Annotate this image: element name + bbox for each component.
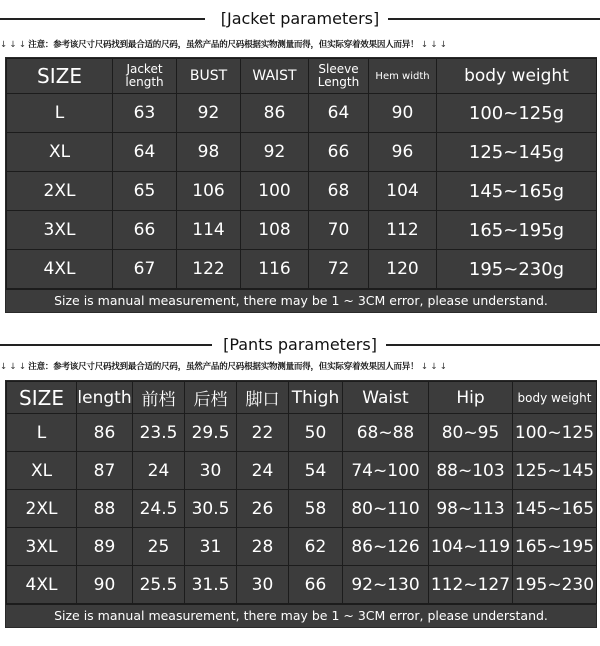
pants-size-table [6, 381, 597, 604]
cell-bust: 92 [177, 94, 241, 133]
table-row [7, 133, 597, 172]
jacket-size-panel [5, 57, 597, 313]
cell-size: L [7, 94, 113, 133]
cell-body-weight: 125~145g [437, 133, 597, 172]
header-jacket-length: Jacket length [113, 59, 177, 94]
cell-thigh: 62 [289, 528, 343, 566]
title-rule-right [388, 18, 600, 20]
jacket-size-table [6, 58, 597, 289]
cell-hip: 112~127 [429, 566, 513, 604]
jacket-note [0, 38, 600, 52]
cell-back-rise: 31 [185, 528, 237, 566]
cell-size: XL [7, 452, 77, 490]
cell-sleeve: 66 [309, 133, 369, 172]
cell-length: 87 [77, 452, 133, 490]
cell-length: 66 [113, 211, 177, 250]
cell-waist: 68~88 [343, 414, 429, 452]
cell-leg-opening: 24 [237, 452, 289, 490]
cell-waist: 86 [241, 94, 309, 133]
cell-waist: 100 [241, 172, 309, 211]
cell-body-weight: 145~165 [513, 490, 597, 528]
table-row [7, 414, 597, 452]
cell-front-rise: 25.5 [133, 566, 185, 604]
cell-waist: 86~126 [343, 528, 429, 566]
header-back-rise: 后档 [185, 382, 237, 414]
cell-leg-opening: 30 [237, 566, 289, 604]
header-bust: BUST [177, 59, 241, 94]
cell-back-rise: 30 [185, 452, 237, 490]
table-row [7, 211, 597, 250]
cell-waist: 74~100 [343, 452, 429, 490]
cell-waist: 92~130 [343, 566, 429, 604]
table-row [7, 566, 597, 604]
cell-sleeve: 64 [309, 94, 369, 133]
header-leg-opening: 脚口 [237, 382, 289, 414]
table-header-row [7, 59, 597, 94]
cell-waist: 116 [241, 250, 309, 289]
cell-length: 89 [77, 528, 133, 566]
cell-bust: 122 [177, 250, 241, 289]
header-front-rise: 前档 [133, 382, 185, 414]
cell-back-rise: 29.5 [185, 414, 237, 452]
cell-leg-opening: 26 [237, 490, 289, 528]
cell-front-rise: 23.5 [133, 414, 185, 452]
cell-sleeve: 72 [309, 250, 369, 289]
cell-size: XL [7, 133, 113, 172]
cell-hip: 88~103 [429, 452, 513, 490]
pants-footer-note: Size is manual measurement, there may be 1 ~ 3CM error, please understand. [6, 604, 596, 627]
cell-front-rise: 25 [133, 528, 185, 566]
cell-thigh: 50 [289, 414, 343, 452]
down-arrows-icon: ↓ ↓ ↓ [420, 40, 447, 50]
cell-thigh: 58 [289, 490, 343, 528]
header-hem-width: Hem width [369, 59, 437, 94]
cell-bust: 98 [177, 133, 241, 172]
table-row [7, 490, 597, 528]
table-row [7, 452, 597, 490]
cell-size: 2XL [7, 490, 77, 528]
table-header-row [7, 382, 597, 414]
cell-back-rise: 31.5 [185, 566, 237, 604]
header-hip: Hip [429, 382, 513, 414]
cell-body-weight: 100~125g [437, 94, 597, 133]
cell-size: 3XL [7, 528, 77, 566]
cell-length: 63 [113, 94, 177, 133]
table-row [7, 94, 597, 133]
cell-thigh: 54 [289, 452, 343, 490]
cell-body-weight: 125~145 [513, 452, 597, 490]
cell-hem: 112 [369, 211, 437, 250]
cell-body-weight: 195~230 [513, 566, 597, 604]
cell-size: L [7, 414, 77, 452]
header-thigh: Thigh [289, 382, 343, 414]
jacket-note-text: 注意：参考该尺寸尺码找到最合适的尺码，虽然产品的尺码根据实物测量而得，但实际穿着效果因人而异！ [28, 40, 419, 50]
header-waist: Waist [343, 382, 429, 414]
cell-hem: 96 [369, 133, 437, 172]
title-rule-left [0, 18, 205, 20]
header-body-weight: body weight [437, 59, 597, 94]
cell-waist: 80~110 [343, 490, 429, 528]
down-arrows-icon: ↓ ↓ ↓ [0, 362, 26, 372]
down-arrows-icon: ↓ ↓ ↓ [420, 362, 447, 372]
cell-size: 4XL [7, 250, 113, 289]
cell-hip: 80~95 [429, 414, 513, 452]
pants-note-text: 注意：参考该尺寸尺码找到最合适的尺码，虽然产品的尺码根据实物测量而得，但实际穿着效果因人而异！ [28, 362, 419, 372]
cell-size: 4XL [7, 566, 77, 604]
cell-bust: 114 [177, 211, 241, 250]
cell-length: 65 [113, 172, 177, 211]
header-size: SIZE [7, 382, 77, 414]
cell-length: 64 [113, 133, 177, 172]
cell-waist: 92 [241, 133, 309, 172]
cell-waist: 108 [241, 211, 309, 250]
cell-hip: 98~113 [429, 490, 513, 528]
cell-front-rise: 24 [133, 452, 185, 490]
cell-leg-opening: 28 [237, 528, 289, 566]
cell-bust: 106 [177, 172, 241, 211]
table-row [7, 528, 597, 566]
cell-body-weight: 195~230g [437, 250, 597, 289]
header-body-weight: body weight [513, 382, 597, 414]
table-row [7, 250, 597, 289]
cell-length: 86 [77, 414, 133, 452]
header-waist: WAIST [241, 59, 309, 94]
cell-hem: 90 [369, 94, 437, 133]
cell-length: 67 [113, 250, 177, 289]
pants-note [0, 360, 600, 374]
jacket-footer-note: Size is manual measurement, there may be 1 ~ 3CM error, please understand. [6, 289, 596, 312]
cell-leg-opening: 22 [237, 414, 289, 452]
cell-size: 3XL [7, 211, 113, 250]
down-arrows-icon: ↓ ↓ ↓ [0, 40, 26, 50]
cell-thigh: 66 [289, 566, 343, 604]
cell-body-weight: 165~195g [437, 211, 597, 250]
title-rule-left [0, 344, 212, 346]
cell-length: 90 [77, 566, 133, 604]
header-length: length [77, 382, 133, 414]
cell-front-rise: 24.5 [133, 490, 185, 528]
pants-size-panel [5, 380, 597, 628]
header-size: SIZE [7, 59, 113, 94]
cell-body-weight: 145~165g [437, 172, 597, 211]
pants-section-title [0, 334, 600, 356]
jacket-title: [Jacket parameters] [220, 9, 380, 28]
cell-body-weight: 165~195 [513, 528, 597, 566]
cell-back-rise: 30.5 [185, 490, 237, 528]
cell-sleeve: 70 [309, 211, 369, 250]
cell-hem: 120 [369, 250, 437, 289]
table-row [7, 172, 597, 211]
cell-length: 88 [77, 490, 133, 528]
cell-hip: 104~119 [429, 528, 513, 566]
jacket-section-title [0, 8, 600, 30]
cell-body-weight: 100~125 [513, 414, 597, 452]
header-sleeve-length: Sleeve Length [309, 59, 369, 94]
pants-title: [Pants parameters] [223, 335, 377, 354]
cell-sleeve: 68 [309, 172, 369, 211]
title-rule-right [386, 344, 600, 346]
cell-size: 2XL [7, 172, 113, 211]
cell-hem: 104 [369, 172, 437, 211]
